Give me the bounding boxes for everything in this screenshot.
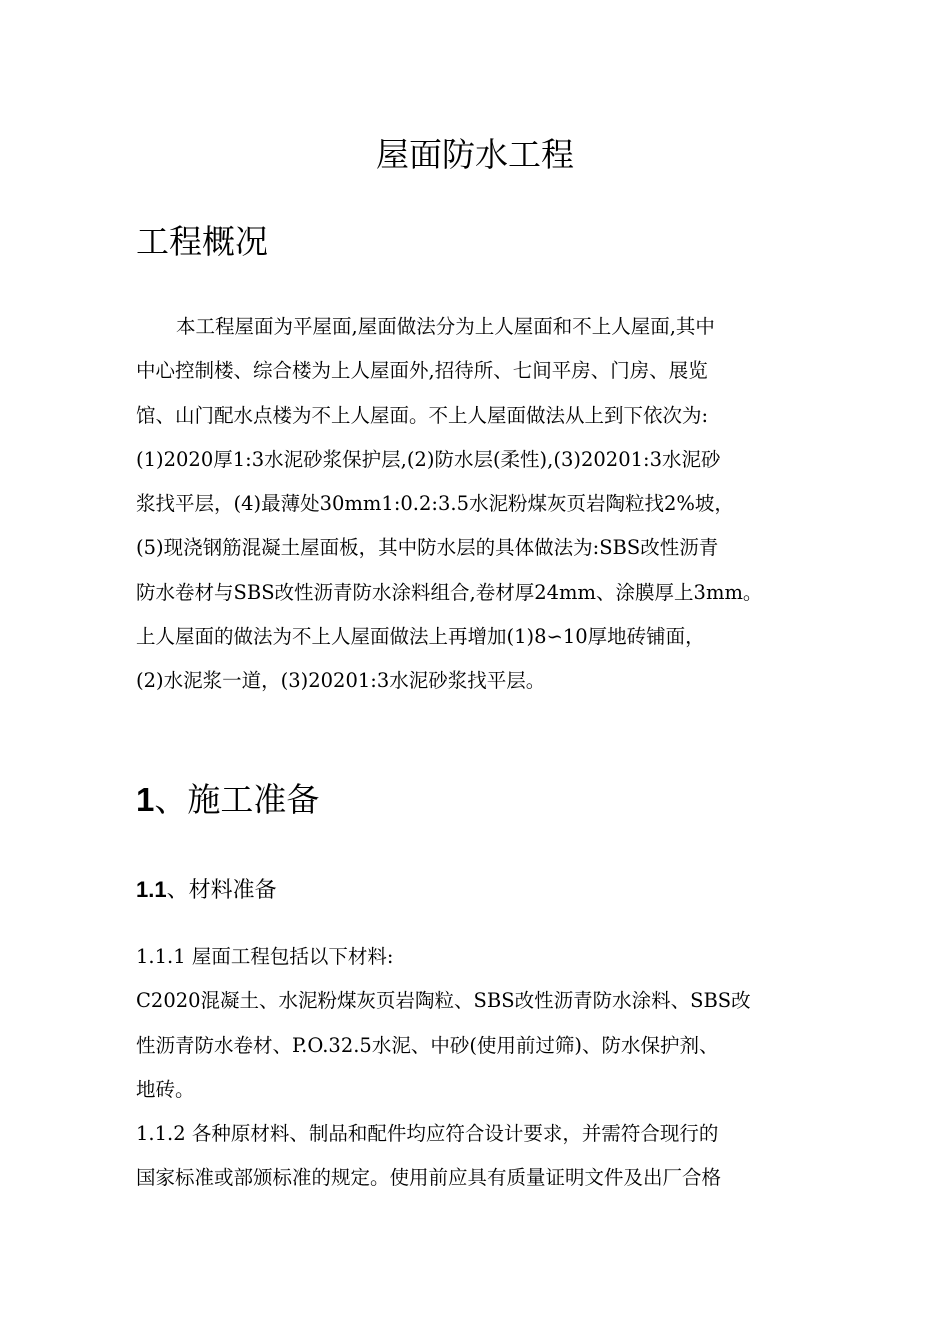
item-1-1-2-paragraph bbox=[136, 1112, 816, 1201]
document-title: 屋面防水工程 bbox=[376, 135, 574, 174]
section-1-1-heading bbox=[136, 872, 277, 909]
section-1-title: 、施工准备 bbox=[154, 780, 320, 819]
paragraph-line: 中心控制楼、综合楼为上人屋面外,招待所、七间平房、门房、展览 bbox=[136, 359, 708, 383]
paragraph-line: 地砖。 bbox=[136, 1077, 195, 1101]
item-1-1-1-paragraph bbox=[136, 935, 816, 1112]
paragraph-line: (5)现浇钢筋混凝土屋面板，其中防水层的具体做法为:SBS改性沥青 bbox=[136, 536, 719, 560]
paragraph-line: 1.1.1 屋面工程包括以下材料: bbox=[136, 945, 394, 968]
paragraph-line: (2)水泥浆一道，(3)20201:3水泥砂浆找平层。 bbox=[136, 669, 546, 693]
section-1-number: 1 bbox=[136, 781, 155, 818]
paragraph-line: 防水卷材与SBS改性沥青防水涂料组合,卷材厚24mm、涂膜厚上3mm。 bbox=[136, 580, 763, 604]
paragraph-line: 国家标准或部颁标准的规定。使用前应具有质量证明文件及出厂合格 bbox=[136, 1166, 722, 1190]
section-1-1-title: 、材料准备 bbox=[166, 878, 277, 903]
paragraph-line: 上人屋面的做法为不上人屋面做法上再增加(1)8∽10厚地砖铺面， bbox=[136, 625, 705, 649]
paragraph-line: C2020混凝土、水泥粉煤灰页岩陶粒、SBS改性沥青防水涂料、SBS改 bbox=[136, 989, 751, 1013]
paragraph-line: 1.1.2 各种原材料、制品和配件均应符合设计要求，并需符合现行的 bbox=[136, 1122, 719, 1145]
section-1-1-number: 1.1 bbox=[136, 877, 167, 902]
paragraph-line: 馆、山门配水点楼为不上人屋面。不上人屋面做法从上到下依次为: bbox=[136, 403, 709, 427]
paragraph-line: 浆找平层，(4)最薄处30mm1:0.2:3.5水泥粉煤灰页岩陶粒找2%坡， bbox=[136, 492, 734, 516]
paragraph-line: (1)2020厚1:3水泥砂浆保护层,(2)防水层(柔性),(3)20201:3水泥砂 bbox=[136, 447, 721, 471]
overview-paragraph bbox=[136, 305, 816, 704]
paragraph-line: 本工程屋面为平屋面,屋面做法分为上人屋面和不上人屋面,其中 bbox=[176, 315, 715, 338]
paragraph-line: 性沥青防水卷材、P.O.32.5水泥、中砂(使用前过筛)、防水保护剂、 bbox=[136, 1033, 719, 1057]
section-1-heading bbox=[136, 776, 319, 824]
overview-heading: 工程概况 bbox=[136, 222, 268, 261]
